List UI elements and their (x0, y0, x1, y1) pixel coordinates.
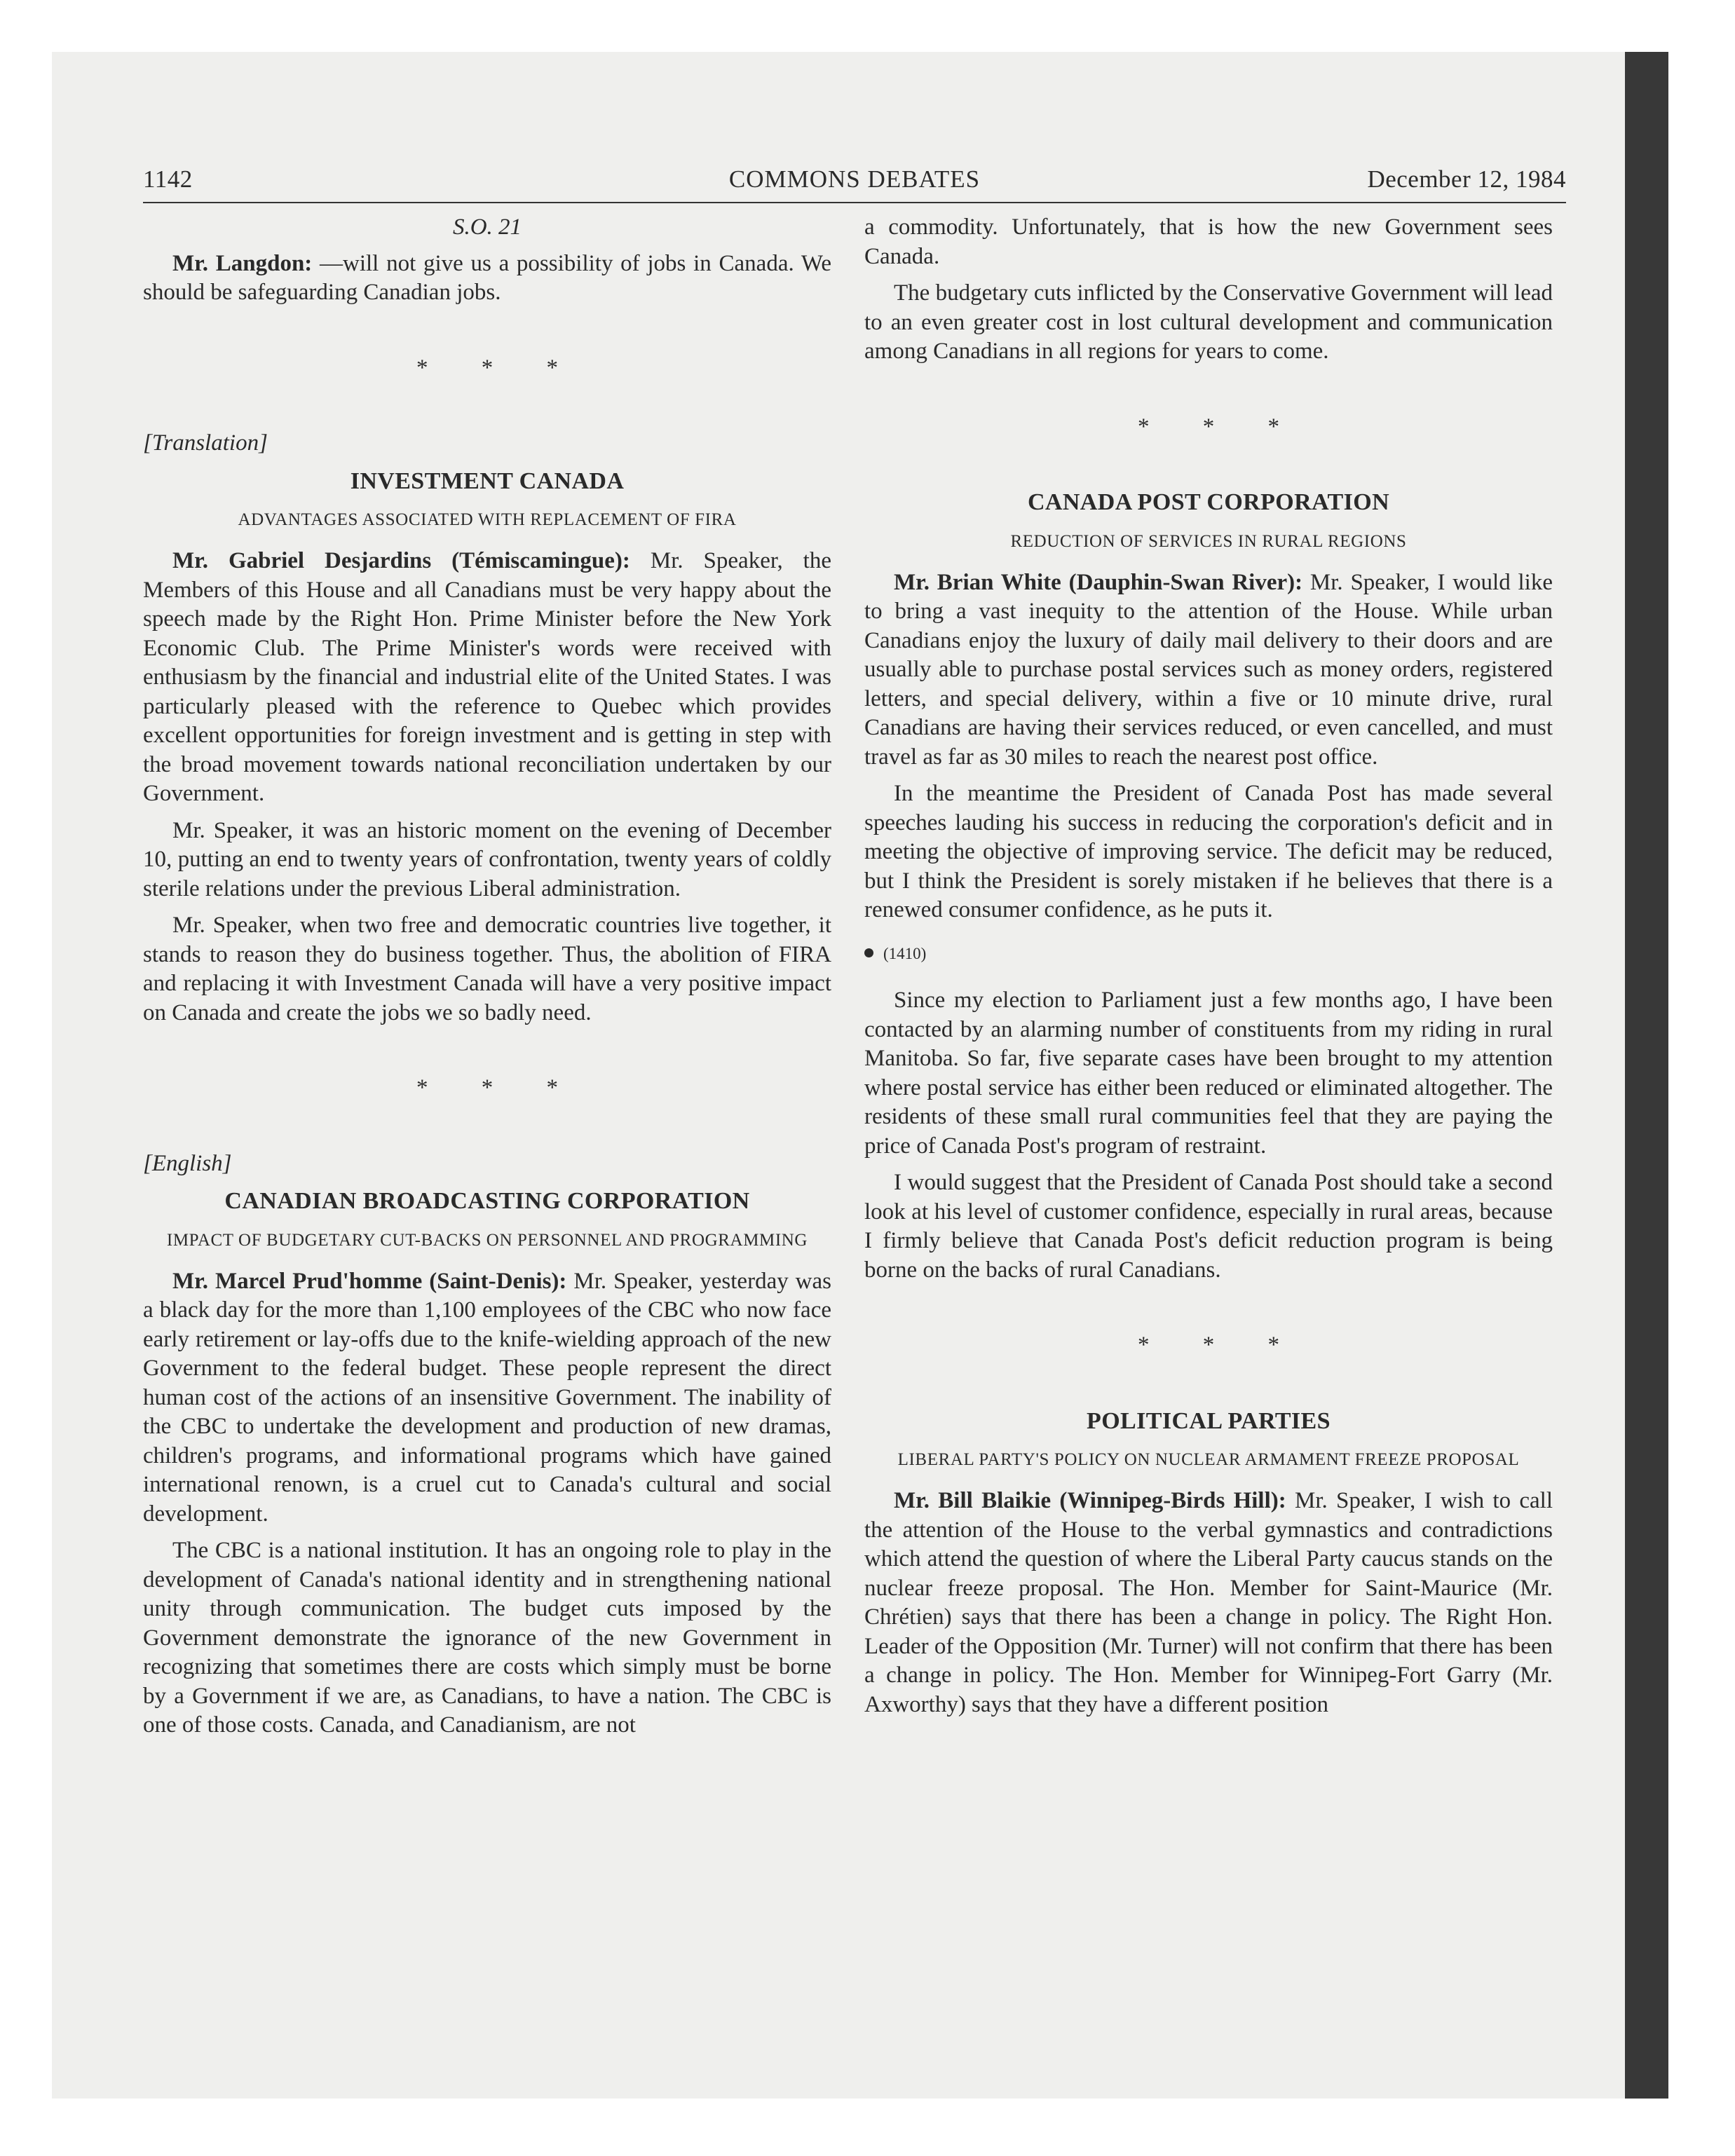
publication-title: COMMONS DEBATES (728, 165, 981, 193)
speech-text: Mr. Speaker, I wish to call the attention of the House to the verbal gymnastics and contradictions which attend the question of where the Liberal Party caucus stands on the nuclear freeze proposal. The Hon. Member for Saint-Maurice (Mr. Chrétien) says that there has been a change in policy. The Right Hon. Leader of the Opposition (Mr. Turner) will not confirm that there has been a change in policy. The Hon. Member for Winnipeg-Fort Garry (Mr. Axworthy) says that they have a different position (864, 1488, 1553, 1717)
paragraph: Mr. Speaker, when two free and democratic countries live together, it stands to reason they do business together. Thus, the abolition of FIRA and replacing it with Investment Canada will have a very positive impact on Canada and create the jobs we so badly need. (143, 913, 831, 1025)
speaker-name: Mr. Gabriel Desjardins (Témiscamingue): (172, 548, 630, 573)
section-heading: POLITICAL PARTIES (1087, 1407, 1331, 1434)
speaker-name: Mr. Bill Blaikie (Winnipeg-Birds Hill): (894, 1488, 1286, 1513)
section-subheading: REDUCTION OF SERVICES IN RURAL REGIONS (1010, 531, 1407, 551)
paragraph (143, 1267, 831, 1529)
section-heading: INVESTMENT CANADA (350, 468, 625, 494)
language-note: [English] (143, 1150, 232, 1176)
publication-date: December 12, 1984 (1367, 165, 1566, 193)
standing-order-label: S.O. 21 (452, 214, 522, 240)
section-heading: CANADIAN BROADCASTING CORPORATION (224, 1188, 750, 1214)
paragraph: Since my election to Parliament just a few months ago, I have been contacted by an alarming number of constituents from my riding in rural Manitoba. So far, five separate cases have been brought to my attention where postal service has either been reduced or eliminated altogether. The residents of these small rural communities feel that they are paying the price of Canada Post's program of restraint. (864, 988, 1553, 1159)
speaker-name: Mr. Langdon: (172, 250, 313, 276)
paragraph: a commodity. Unfortunately, that is how the new Government sees Canada. (864, 214, 1553, 269)
paragraph: The budgetary cuts inflicted by the Conservative Government will lead to an even greater cost in lost cultural development and communication among Canadians in all regions for years to come. (864, 280, 1553, 364)
header-rule (143, 202, 1566, 203)
speaker-name: Mr. Brian White (Dauphin-Swan River): (894, 569, 1303, 595)
page-header (143, 165, 1566, 202)
section-separator: * * * (1138, 414, 1303, 439)
time-marker-text: (1410) (883, 944, 927, 962)
left-column (143, 213, 831, 1748)
right-column (864, 213, 1553, 1727)
scan-edge-shadow (1625, 52, 1668, 2099)
paragraph: In the meantime the President of Canada Post has made several speeches lauding his success in reducing the corporation's deficit and in meeting the objective of improving service. The deficit may be reduced, but I think the President is sorely mistaken if he believes that there is a renewed consumer confidence, as he puts it. (864, 781, 1553, 922)
section-separator: * * * (416, 355, 582, 381)
speech-text: —will not give us a possibility of jobs in Canada. We should be safeguarding Canadian jobs. (143, 250, 831, 305)
section-subheading: IMPACT OF BUDGETARY CUT-BACKS ON PERSONNEL AND PROGRAMMING (166, 1230, 808, 1250)
paragraph: I would suggest that the President of Canada Post should take a second look at his level of customer confidence, especially in rural areas, because I firmly believe that Canada Post's deficit reduction program is being borne on the backs of rural Canadians. (864, 1170, 1553, 1283)
section-heading: CANADA POST CORPORATION (1027, 489, 1390, 515)
speaker-name: Mr. Marcel Prud'homme (Saint-Denis): (172, 1268, 567, 1294)
section-separator: * * * (1138, 1332, 1303, 1358)
speech-text: Mr. Speaker, the Members of this House and all Canadians must be very happy about the speech made by the Right Hon. Prime Minister before the New York Economic Club. The Prime Minister's words were received with enthusiasm by the financial and industrial elite of the United States. I was particularly pleased with the reference to Quebec which provides excellent opportunities for foreign investment and is getting in step with the broad movement towards national reconciliation undertaken by our Government. (143, 548, 831, 806)
paragraph: The CBC is a national institution. It has an ongoing role to play in the development of Canada's national identity and in strengthening national unity through communication. The budget cuts imposed by the Government demonstrate the ignorance of the new Government in recognizing that sometimes there are costs which simply must be borne by a Government if we are, as Canadians, to have a nation. The CBC is one of those costs. Canada, and Canadianism, are not (143, 1538, 831, 1738)
page-number: 1142 (143, 165, 193, 193)
paragraph: Mr. Speaker, it was an historic moment on the evening of December 10, putting an end to twenty years of confrontation, twenty years of coldly sterile relations under the previous Liberal administration. (143, 817, 831, 901)
bullet-icon (864, 948, 873, 957)
section-subheading: ADVANTAGES ASSOCIATED WITH REPLACEMENT OF FIRA (238, 510, 737, 529)
section-subheading: LIBERAL PARTY'S POLICY ON NUCLEAR ARMAMENT FREEZE PROPOSAL (897, 1450, 1520, 1469)
time-marker (864, 939, 1553, 969)
speech-text: Mr. Speaker, I would like to bring a vast inequity to the attention of the House. While urban Canadians enjoy the luxury of daily mail delivery to their doors and are usually able to purchase postal services such as money orders, registered letters, and special delivery, within a five or 10 minute drive, rural Canadians are having their services reduced, or even cancelled, and must travel as far as 30 miles to reach the nearest post office. (864, 569, 1553, 770)
paragraph (143, 547, 831, 809)
section-separator: * * * (416, 1075, 582, 1100)
paragraph (864, 1487, 1553, 1719)
paragraph (864, 568, 1553, 772)
paragraph (143, 250, 831, 308)
language-note: [Translation] (143, 430, 268, 456)
speech-text: Mr. Speaker, yesterday was a black day for the more than 1,100 employees of the CBC who now face early retirement or lay-offs due to the knife-wielding approach of the new Government to the federal budget. These people represent the direct human cost of the actions of an insensitive Government. The inability of the CBC to undertake the development and production of new dramas, children's programs, and informational programs which have gained international renown, is a cruel cut to Canada's cultural and social development. (143, 1268, 832, 1527)
